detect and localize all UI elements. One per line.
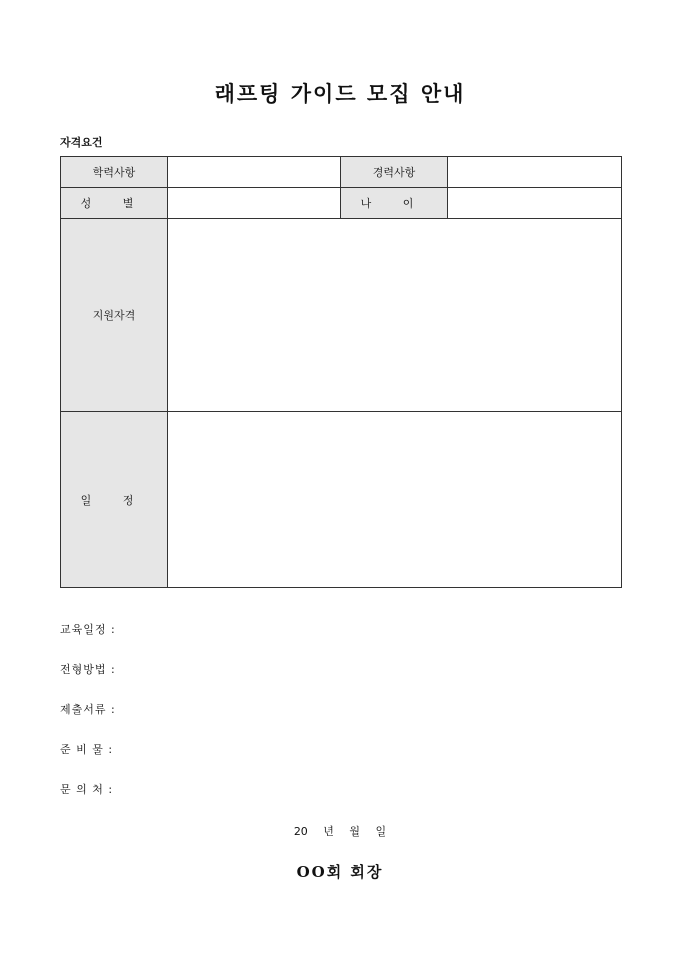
age-label: 나 이	[341, 188, 448, 219]
date-line: 20 년 월 일	[293, 825, 387, 838]
supplies-line: 준 비 물 :	[60, 743, 114, 756]
qualification-field[interactable]	[168, 219, 622, 412]
qualification-label: 지원자격	[61, 219, 168, 412]
age-field[interactable]	[448, 188, 622, 219]
section-label: 자격요건	[60, 136, 103, 149]
gender-label: 성 별	[61, 188, 168, 219]
document-title: 래프팅 가이드 모집 안내	[214, 81, 466, 106]
table-row	[61, 412, 622, 588]
table-row	[61, 157, 622, 188]
career-field[interactable]	[448, 157, 622, 188]
contact-line: 문 의 처 :	[60, 783, 114, 796]
training-schedule-line: 교육일정 :	[60, 623, 116, 636]
documents-line: 제출서류 :	[60, 703, 116, 716]
gender-field[interactable]	[168, 188, 341, 219]
schedule-label: 일 정	[61, 412, 168, 588]
requirements-table	[60, 156, 622, 588]
signer: OO회 회장	[296, 863, 384, 881]
table-row	[61, 188, 622, 219]
table-row	[61, 219, 622, 412]
selection-method-line: 전형방법 :	[60, 663, 116, 676]
career-label: 경력사항	[341, 157, 448, 188]
schedule-field[interactable]	[168, 412, 622, 588]
education-field[interactable]	[168, 157, 341, 188]
education-label: 학력사항	[61, 157, 168, 188]
